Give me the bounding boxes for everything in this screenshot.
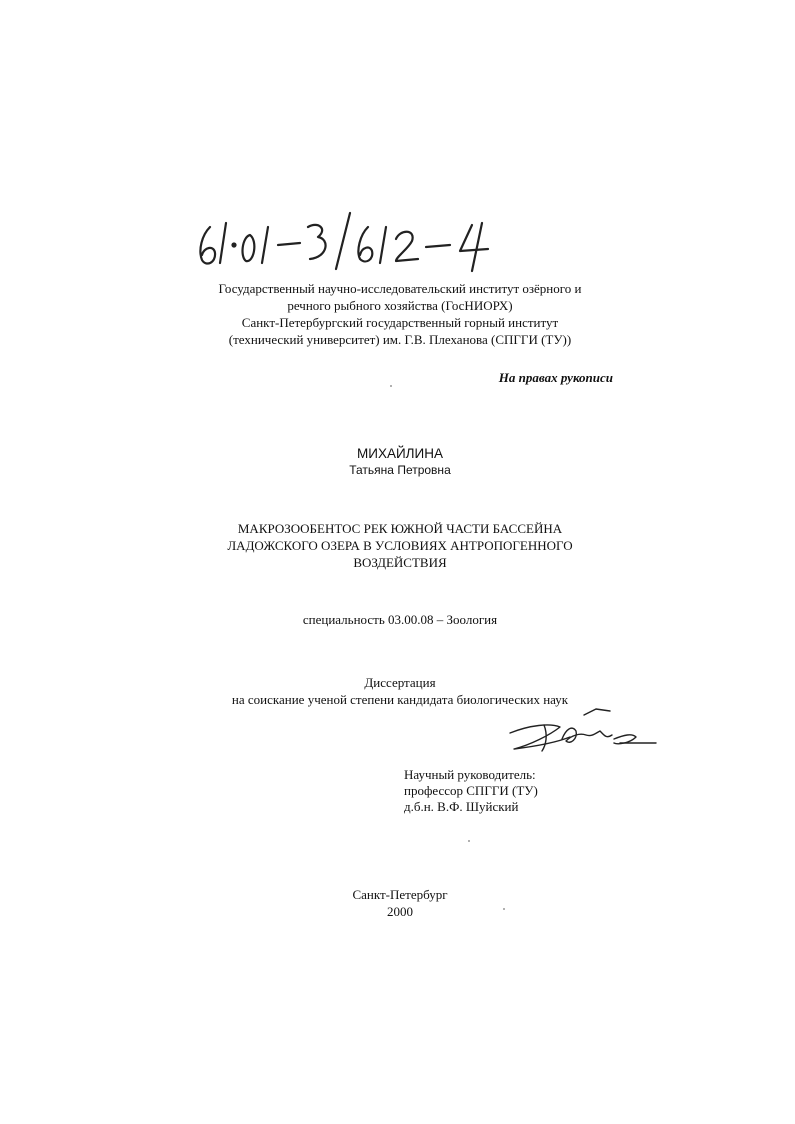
advisor-position: профессор СПГГИ (ТУ): [404, 783, 538, 798]
place: Санкт-Петербург: [352, 887, 448, 902]
year: 2000: [387, 904, 413, 919]
signature-drawing: [500, 705, 660, 755]
specialty-line: специальность 03.00.08 – Зоология: [302, 612, 498, 627]
advisor-label: Научный руководитель:: [404, 767, 536, 782]
title-line-3: ВОЗДЕЙСТВИЯ: [353, 555, 447, 570]
scan-speck: [390, 385, 392, 387]
scan-speck: [468, 840, 470, 842]
dissertation-type: Диссертация: [364, 675, 436, 690]
institution-line-1: Государственный научно-исследовательский институт озёрного и: [218, 281, 582, 296]
author-surname: МИХАЙЛИНА: [357, 446, 443, 461]
handwritten-archive-code: [190, 205, 520, 275]
institution-line-2: речного рыбного хозяйства (ГосНИОРХ): [287, 298, 513, 313]
handwritten-signature: [500, 705, 660, 755]
title-line-2: ЛАДОЖСКОГО ОЗЕРА В УСЛОВИЯХ АНТРОПОГЕННОГО: [227, 538, 573, 553]
dissertation-degree-block: [150, 674, 650, 708]
dissertation-title: [150, 520, 650, 571]
scan-speck: [503, 908, 505, 910]
dissertation-degree: на соискание ученой степени кандидата биологических наук: [231, 692, 569, 707]
author-given-names: Татьяна Петровна: [349, 463, 451, 477]
handwritten-code-drawing: [190, 205, 520, 275]
advisor-name: д.б.н. В.Ф. Шуйский: [404, 799, 519, 814]
advisor-block: [404, 767, 624, 815]
author-block: [250, 446, 550, 478]
place-year-block: [300, 886, 500, 920]
institutions-block: [150, 280, 650, 348]
institution-line-3: Санкт-Петербургский государственный горный институт: [241, 315, 559, 330]
manuscript-rights-note: На правах рукописи: [498, 370, 613, 385]
institution-line-4: (технический университет) им. Г.В. Плеханова (СПГГИ (ТУ)): [228, 332, 572, 347]
title-line-1: МАКРОЗООБЕНТОС РЕК ЮЖНОЙ ЧАСТИ БАССЕЙНА: [237, 521, 563, 536]
